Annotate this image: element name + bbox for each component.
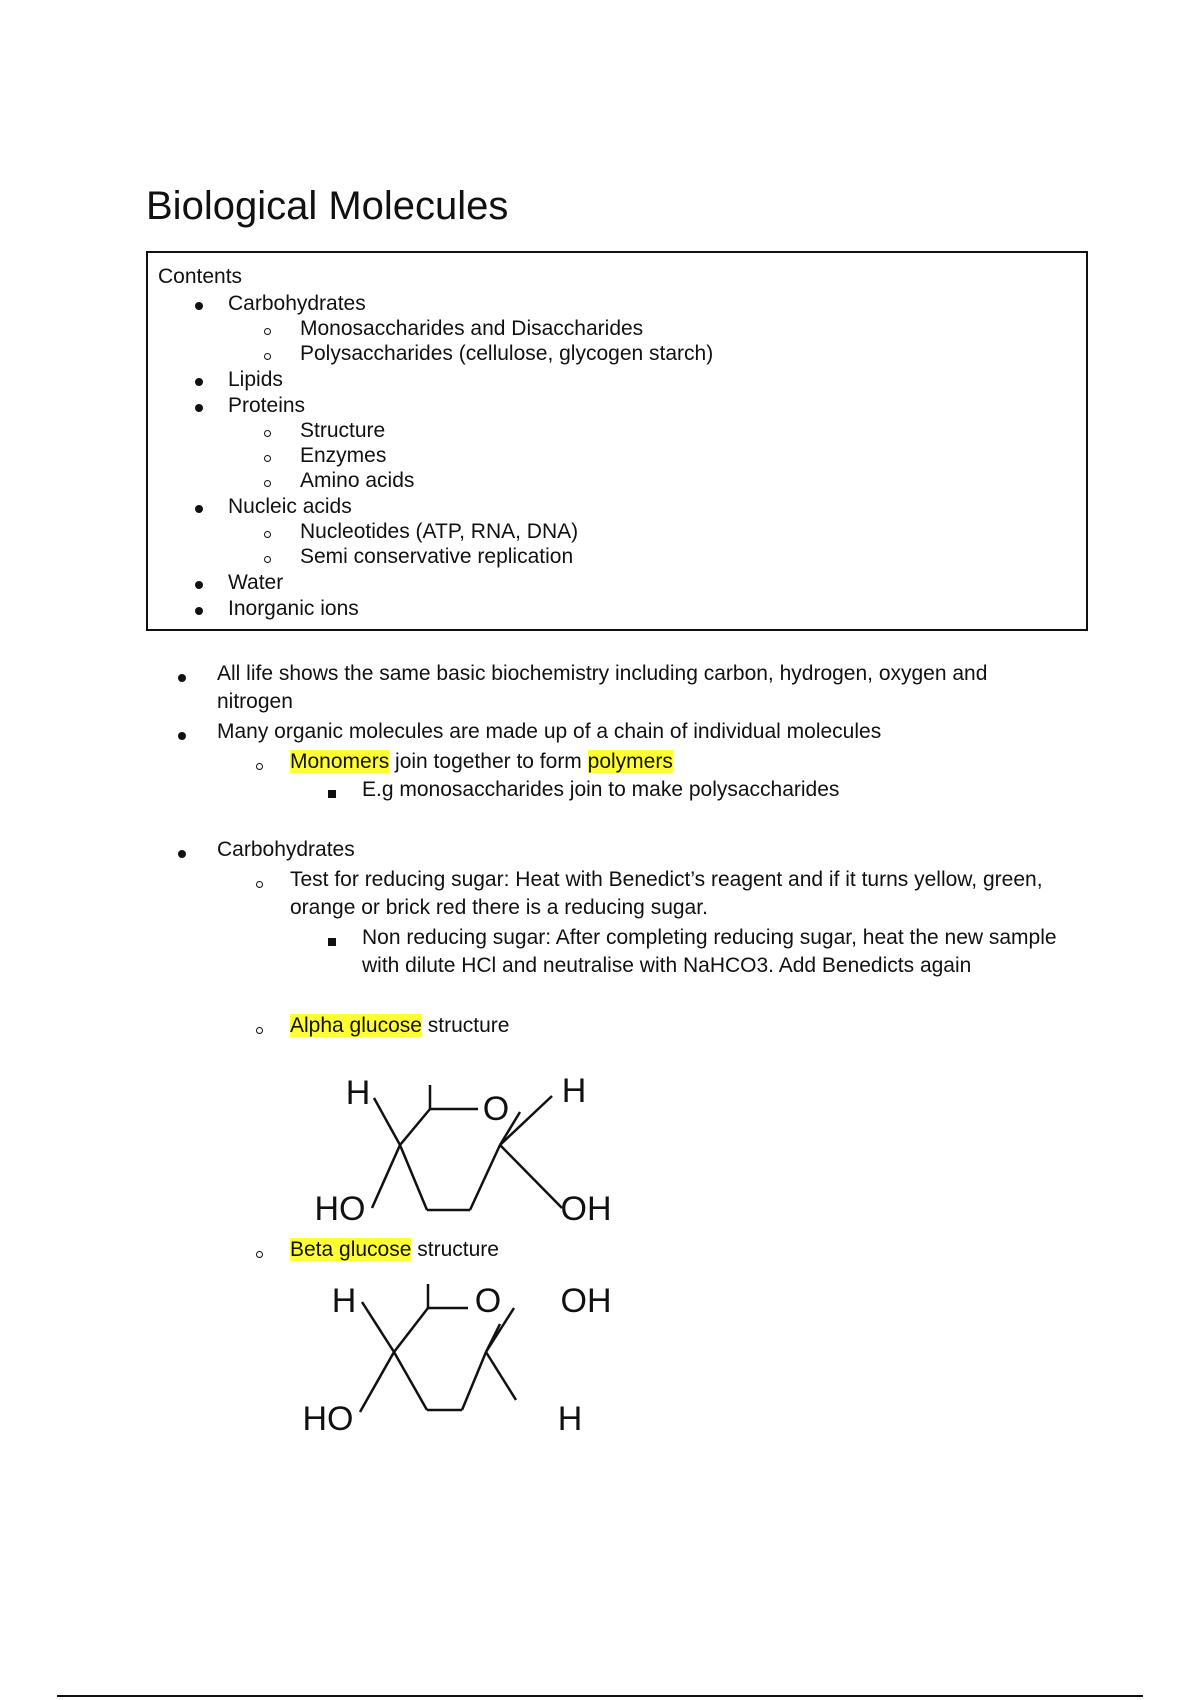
- atom-label: H: [557, 1400, 583, 1438]
- bond-line: [400, 1109, 430, 1145]
- bullet-square-icon: [328, 790, 336, 798]
- bullet-dot-icon: [195, 607, 203, 615]
- bullet-dot-icon: [195, 581, 203, 589]
- highlight-monomers: Monomers: [290, 750, 390, 773]
- bond-line: [462, 1352, 486, 1410]
- note-non-reducing: Non reducing sugar: After completing reducing sugar, heat the new sample with dilute HCl and neutralise with NaHCO3. Add Benedicts again: [362, 926, 1057, 977]
- atom-label: H: [331, 1282, 357, 1320]
- bullet-dot-icon: [178, 732, 186, 740]
- note-intro-1: All life shows the same basic biochemistry including carbon, hydrogen, oxygen and nitrogen: [217, 662, 988, 713]
- toc-item-lipids: Lipids: [188, 367, 283, 393]
- bullet-ring-icon: [264, 353, 271, 360]
- atom-label: H: [561, 1072, 587, 1110]
- bond-line: [500, 1145, 562, 1208]
- bullet-dot-icon: [178, 850, 186, 858]
- bond-line: [486, 1352, 516, 1400]
- bullet-ring-icon: [264, 556, 271, 563]
- contents-box: [146, 251, 1088, 631]
- bond-line: [362, 1302, 394, 1352]
- bullet-ring-icon: [256, 881, 263, 888]
- toc-subitem: Structure: [260, 418, 385, 444]
- note-example: E.g monosaccharides join to make polysaccharides: [362, 778, 840, 801]
- toc-subitem: Amino acids: [260, 468, 414, 494]
- atom-label: OH: [560, 1190, 612, 1228]
- toc-item-carbohydrates: Carbohydrates: [188, 291, 366, 317]
- bond-line: [374, 1098, 400, 1145]
- bullet-ring-icon: [256, 763, 263, 770]
- note-reducing-test: Test for reducing sugar: Heat with Benedict’s reagent and if it turns yellow, green, orange or brick red there is a reducing sugar.: [290, 868, 1043, 919]
- toc-subitem: Polysaccharides (cellulose, glycogen starch): [260, 341, 713, 367]
- bond-line: [360, 1352, 394, 1412]
- beta-glucose-structure: [290, 1268, 630, 1448]
- toc-item-water: Water: [188, 570, 283, 596]
- note-intro-2: Many organic molecules are made up of a chain of individual molecules: [217, 720, 882, 743]
- toc-subitem: Semi conservative replication: [260, 544, 573, 570]
- bullet-ring-icon: [264, 328, 271, 335]
- bullet-ring-icon: [264, 480, 271, 487]
- atom-label: HO: [314, 1190, 366, 1228]
- toc-subitem: Nucleotides (ATP, RNA, DNA): [260, 519, 578, 545]
- bullet-ring-icon: [256, 1251, 263, 1258]
- contents-heading: Contents: [158, 265, 243, 288]
- alpha-glucose-structure: [300, 1068, 630, 1248]
- toc-subitem: Enzymes: [260, 443, 386, 469]
- atom-label: O: [474, 1282, 502, 1320]
- page-title: Biological Molecules: [146, 184, 509, 228]
- bond-line: [372, 1145, 400, 1208]
- note-alpha-glucose: Alpha glucose structure: [290, 1014, 510, 1037]
- bullet-dot-icon: [195, 302, 203, 310]
- bullet-dot-icon: [178, 674, 186, 682]
- note-carbohydrates: Carbohydrates: [217, 838, 355, 861]
- toc-item-nucleic-acids: Nucleic acids: [188, 494, 352, 520]
- toc-item-proteins: Proteins: [188, 393, 305, 419]
- bullet-ring-icon: [264, 531, 271, 538]
- atom-label: H: [345, 1074, 371, 1112]
- toc-item-inorganic-ions: Inorganic ions: [188, 596, 359, 622]
- bond-line: [400, 1145, 427, 1210]
- toc-subitem: Monosaccharides and Disaccharides: [260, 316, 643, 342]
- highlight-polymers: polymers: [587, 750, 673, 773]
- atom-label: OH: [560, 1282, 612, 1320]
- bullet-dot-icon: [195, 378, 203, 386]
- bullet-ring-icon: [264, 455, 271, 462]
- bottom-divider: [57, 1695, 1143, 1697]
- bond-line: [394, 1352, 427, 1410]
- bullet-square-icon: [328, 938, 336, 946]
- bond-line: [394, 1308, 428, 1352]
- bullet-dot-icon: [195, 505, 203, 513]
- note-beta-glucose: Beta glucose structure: [290, 1238, 499, 1261]
- highlight-alpha-glucose: Alpha glucose: [290, 1014, 422, 1037]
- atom-label: HO: [302, 1400, 354, 1438]
- atom-label: O: [482, 1090, 510, 1128]
- bullet-dot-icon: [195, 404, 203, 412]
- bullet-ring-icon: [256, 1027, 263, 1034]
- bullet-ring-icon: [264, 430, 271, 437]
- note-monomers: Monomers join together to form polymers: [290, 750, 673, 773]
- highlight-beta-glucose: Beta glucose: [290, 1238, 412, 1261]
- bond-line: [470, 1145, 500, 1210]
